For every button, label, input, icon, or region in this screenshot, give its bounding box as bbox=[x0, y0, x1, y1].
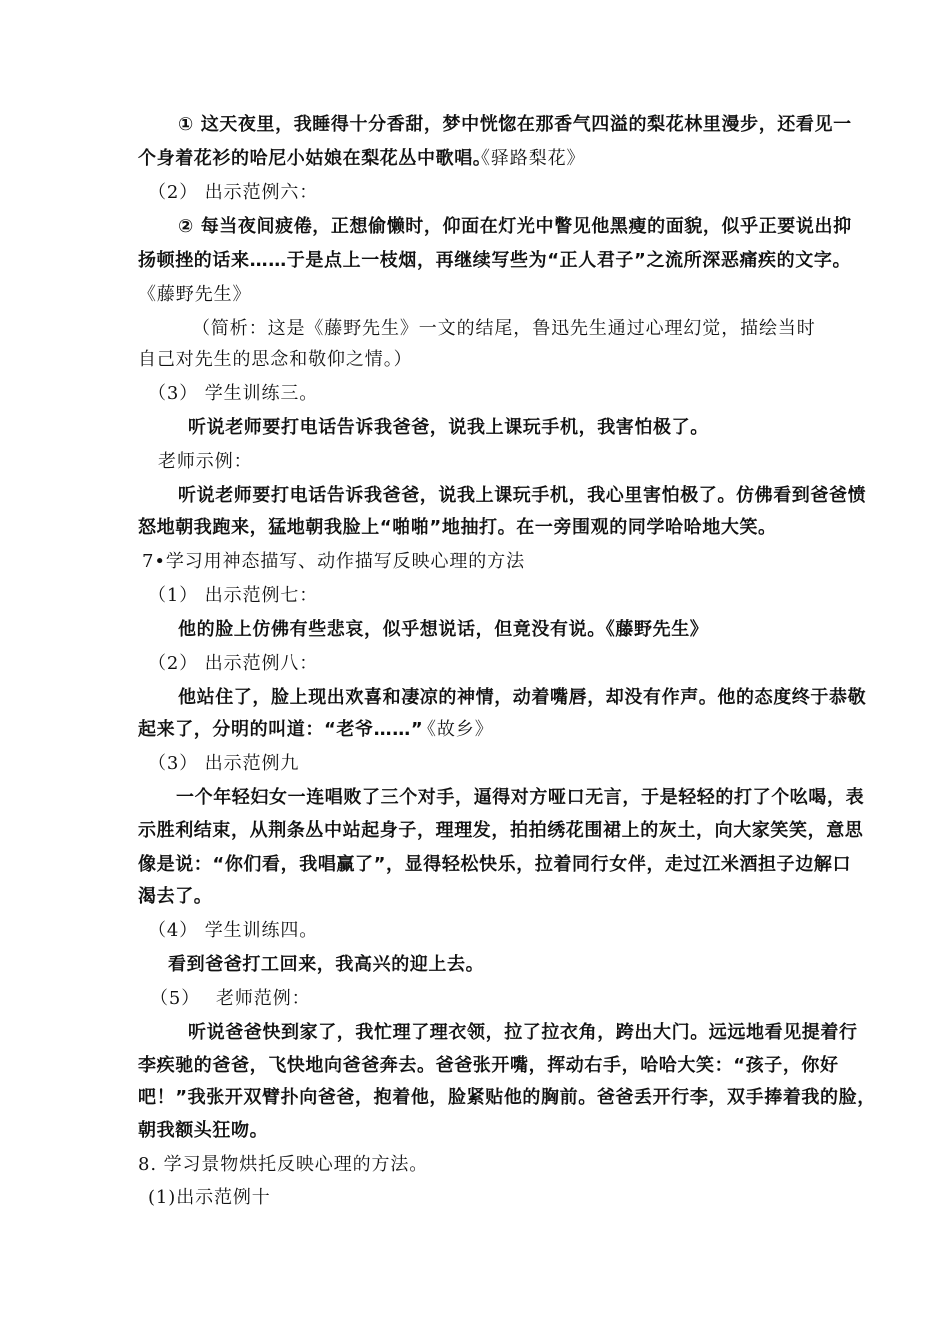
section-heading: （4） 学生训练四。 bbox=[148, 920, 319, 941]
section-heading: 7•学习用神态描写、动作描写反映心理的方法 bbox=[142, 551, 525, 572]
paragraph-line: 扬顿挫的话来……于是点上一枝烟，再继续写些为“正人君子”之流所深恶痛疾的文字。 bbox=[138, 250, 852, 271]
source-citation: 《藤野先生》 bbox=[138, 284, 252, 305]
paragraph-line: 怒地朝我跑来，猛地朝我脸上“啪啪”地抽打。在一旁围观的同学哈哈地大笑。 bbox=[138, 517, 777, 538]
paragraph-line: ① 这天夜里，我睡得十分香甜，梦中恍惚在那香气四溢的梨花林里漫步，还看见一 bbox=[178, 114, 852, 135]
section-heading: (1)出示范例十 bbox=[148, 1187, 271, 1208]
source-citation: 《故乡》 bbox=[418, 719, 494, 740]
paragraph-line: 示胜利结束，从荆条丛中站起身子，理理发，拍拍绣花围裙上的灰土，向大家笑笑，意思 bbox=[138, 820, 864, 841]
section-heading: 8. 学习景物烘托反映心理的方法。 bbox=[138, 1154, 429, 1175]
paragraph-line: 一个年轻妇女一连唱败了三个对手，逼得对方哑口无言，于是轻轻的打了个吆喝，表 bbox=[176, 787, 865, 808]
section-heading: （2） 出示范例六： bbox=[148, 182, 319, 203]
section-heading: （3） 出示范例九 bbox=[148, 753, 300, 774]
paragraph-line: 他站住了，脸上现出欢喜和凄凉的神情，动着嘴唇，却没有作声。他的态度终于恭敬 bbox=[178, 687, 867, 708]
paragraph-line: 个身着花衫的哈尼小姑娘在梨花丛中歌唱。 bbox=[138, 148, 492, 169]
paragraph-line: 李疾驰的爸爸，飞快地向爸爸奔去。爸爸张开嘴，挥动右手，哈哈大笑：“孩子，你好 bbox=[138, 1055, 839, 1076]
paragraph-line: （简析：这是《藤野先生》一文的结尾，鲁迅先生通过心理幻觉，描绘当时 bbox=[192, 318, 816, 339]
section-heading: （1） 出示范例七： bbox=[148, 585, 319, 606]
source-citation: 《驿路梨花》 bbox=[472, 148, 586, 169]
paragraph-line: 听说爸爸快到家了，我忙理了理衣领，拉了拉衣角，跨出大门。远远地看见提着行 bbox=[188, 1022, 858, 1043]
paragraph-line: 朝我额头狂吻。 bbox=[138, 1120, 269, 1141]
section-heading: （3） 学生训练三。 bbox=[148, 383, 319, 404]
section-heading: 老师示例： bbox=[158, 451, 253, 472]
paragraph-line: 听说老师要打电话告诉我爸爸，说我上课玩手机，我害怕极了。 bbox=[188, 417, 709, 438]
section-heading: 老师范例： bbox=[216, 988, 311, 1009]
paragraph-line: 听说老师要打电话告诉我爸爸，说我上课玩手机，我心里害怕极了。仿佛看到爸爸愤 bbox=[178, 485, 867, 506]
paragraph-line: 看到爸爸打工回来，我高兴的迎上去。 bbox=[168, 954, 485, 975]
section-heading: （2） 出示范例八： bbox=[148, 653, 319, 674]
item-number: （5） bbox=[150, 988, 201, 1009]
paragraph-line: 他的脸上仿佛有些悲哀，似乎想说话，但竟没有说。《藤野先生》 bbox=[178, 619, 709, 640]
paragraph-line: ② 每当夜间疲倦，正想偷懒时，仰面在灯光中瞥见他黑瘦的面貌，似乎正要说出抑 bbox=[178, 216, 852, 237]
paragraph-line: 像是说：“你们看，我唱赢了”，显得轻松快乐，拉着同行女伴，走过江米酒担子边解口 bbox=[138, 854, 852, 875]
paragraph-line: 渴去了。 bbox=[138, 886, 213, 907]
paragraph-line: 起来了，分明的叫道：“老爷……” bbox=[138, 719, 424, 740]
paragraph-line: 自己对先生的思念和敬仰之情。） bbox=[138, 349, 413, 370]
paragraph-line: 吧！”我张开双臂扑向爸爸，抱着他，脸紧贴他的胸前。爸爸丢开行李，双手捧着我的脸， bbox=[138, 1087, 876, 1108]
